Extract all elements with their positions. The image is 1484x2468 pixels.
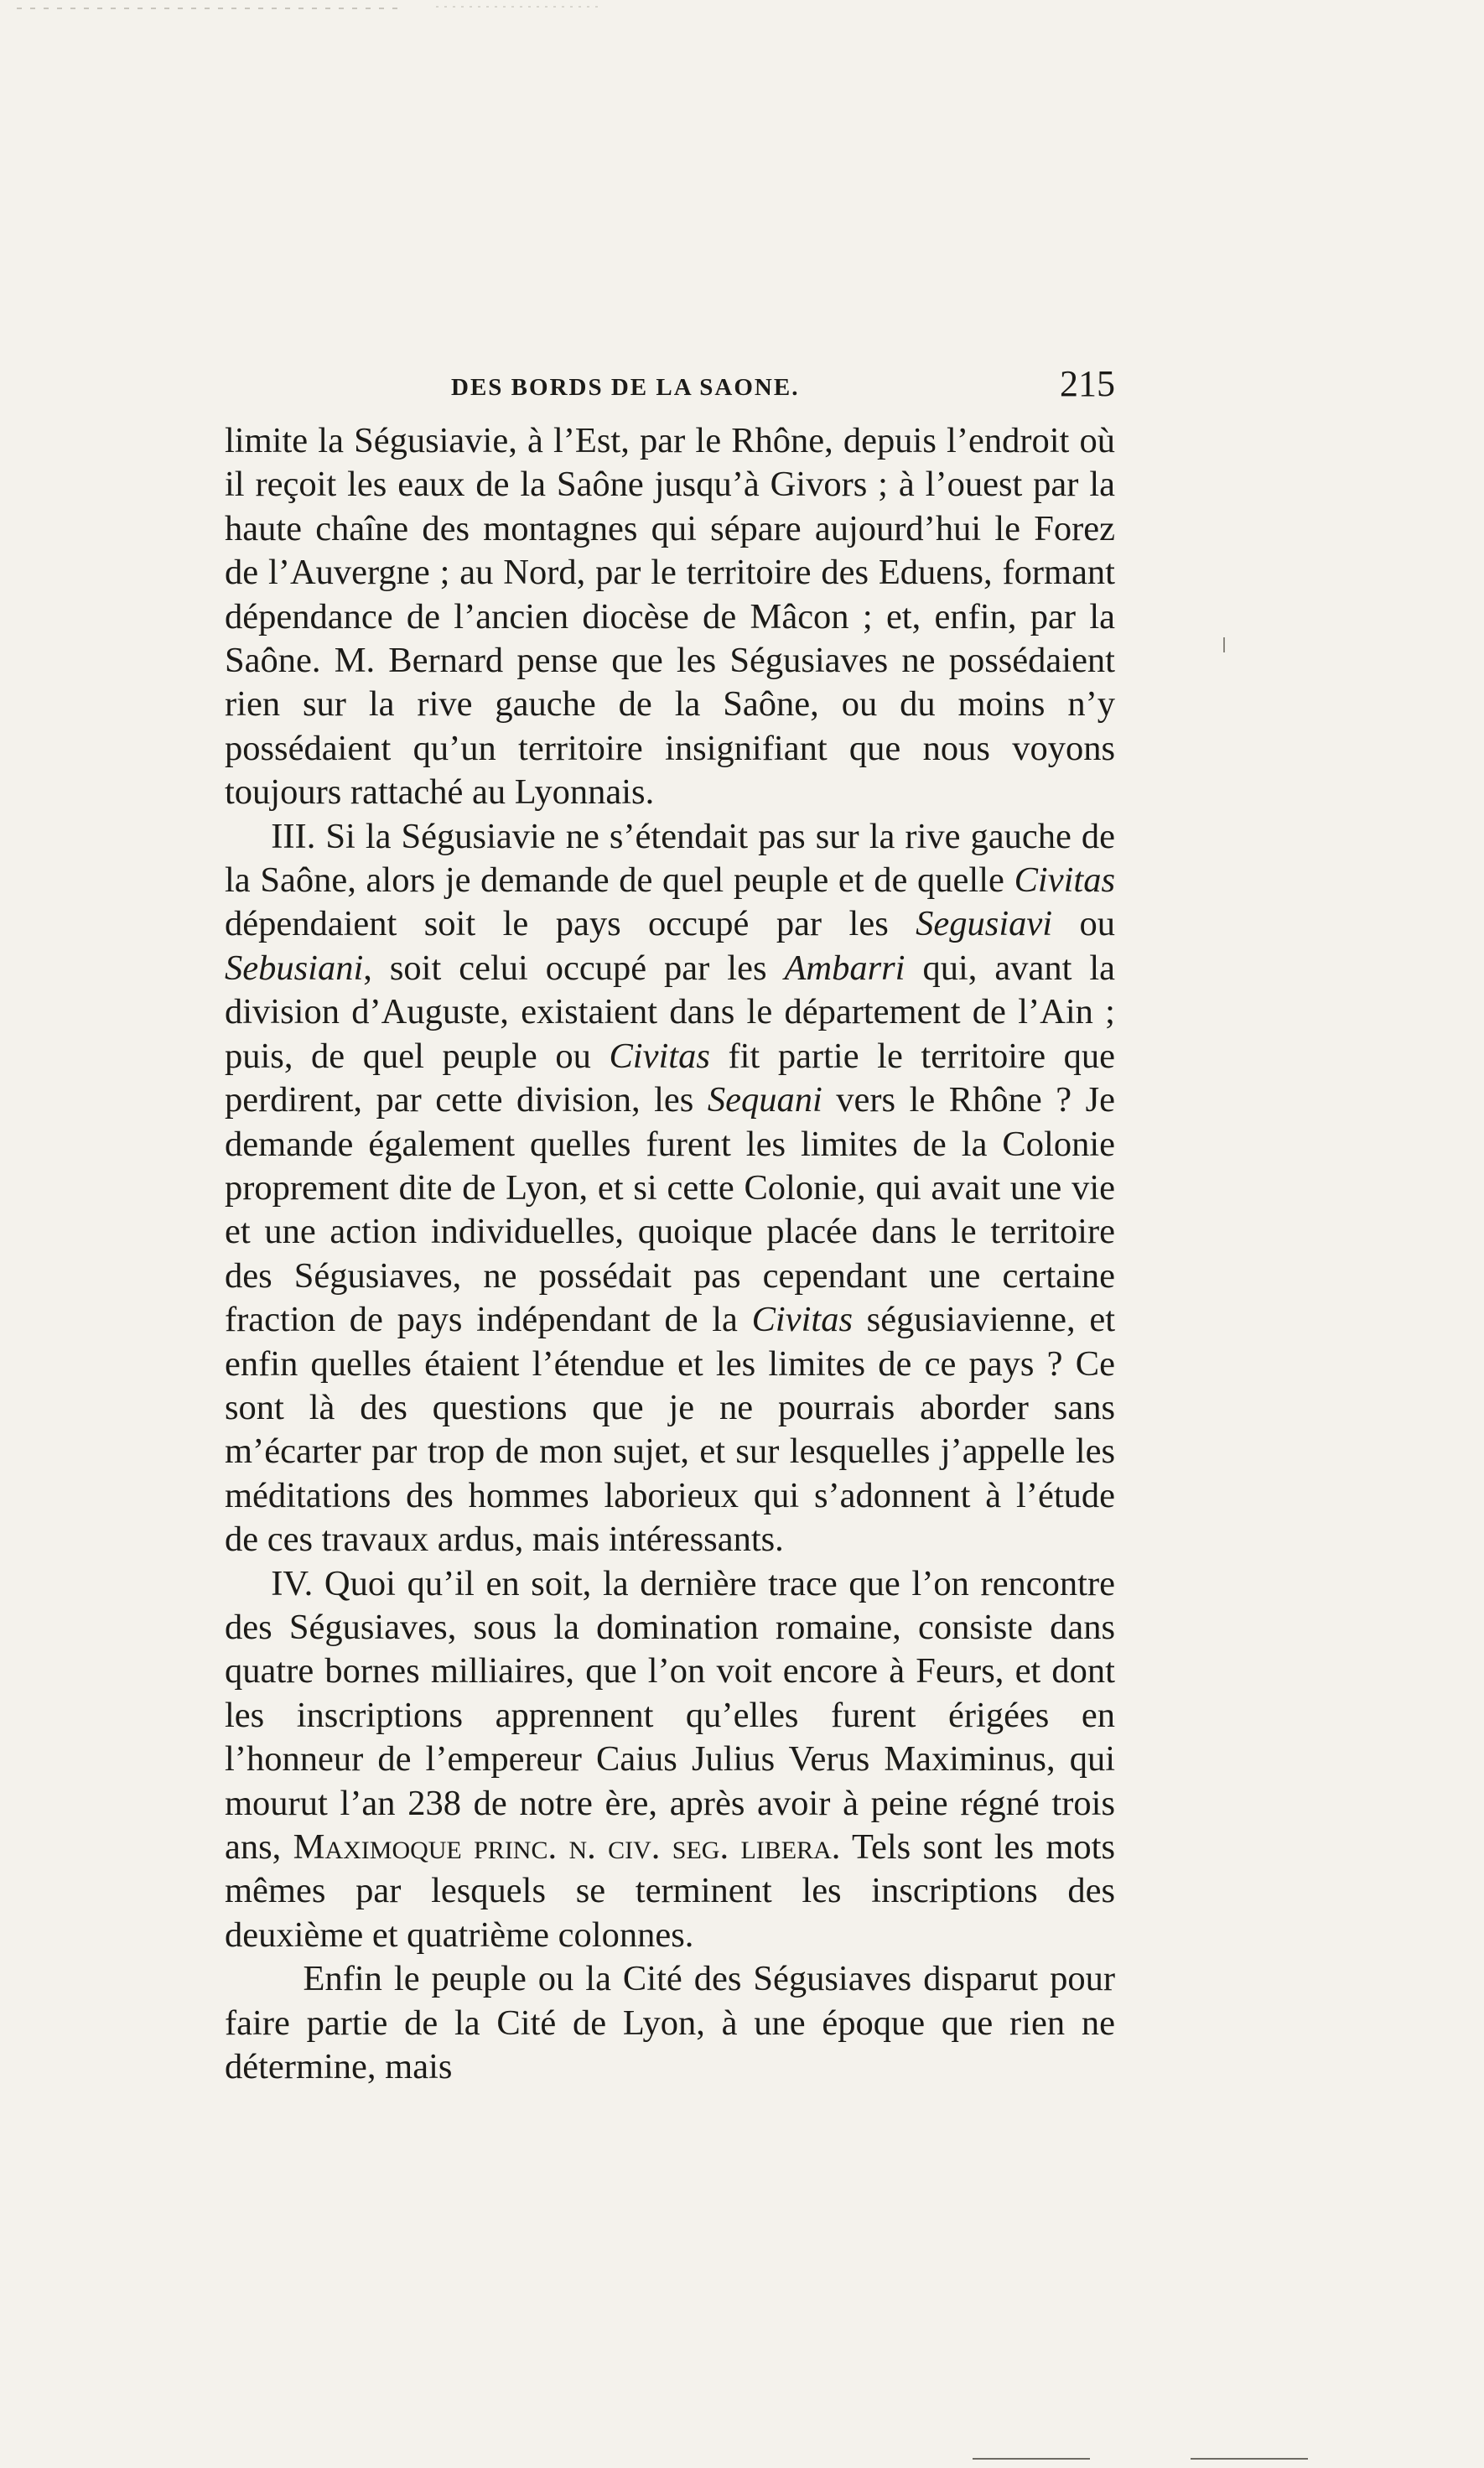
body-text [225, 419, 1115, 2089]
paragraph-section-iv: IV. Quoi qu’il en soit, la dernière trace que l’on rencontre des Ségusiaves, sous la domination romaine, consiste dans quatre bornes milliaires, que l’on voit encore à Feurs, et dont les inscriptions apprennent qu’elles furent érigées en l’honneur de l’empereur Caius Julius Verus Maximinus, qui mourut l’an 238 de notre ère, après avoir à peine régné trois ans, Maximoque princ. n. civ. seg. libera. Tels sont les mots mêmes par lesquels se terminent les inscriptions des deuxième et quatrième colonnes. [225, 1563, 1116, 1955]
page-header [225, 362, 1115, 413]
paragraph-section-iii: III. Si la Ségusiavie ne s’étendait pas sur la rive gauche de la Saône, alors je demande de quel peuple et de quelle Civitas dépendaient soit le pays occupé par les Segusiavi ou Sebusiani, soit celui occupé par les Ambarri qui, avant la division d’Auguste, existaient dans le département de l’Ain ; puis, de quel peuple ou Civitas fit partie le territoire que perdirent, par cette division, les Sequani vers le Rhône ? Je demande également quelles furent les limites de la Colonie proprement dite de Lyon, et si cette Colonie, qui avait une vie et une action individuelles, quoique placée dans le territoire des Ségusiaves, ne possédait pas cependant une certaine fraction de pays indépendant de la Civitas ségusiavienne, et enfin quelles étaient l’étendue et les limites de ce pays ? Ce sont là des questions que je ne pourrais aborder sans m’écarter par trop de mon sujet, et sur lesquelles j’appelle les méditations des hommes laborieux qui s’adonnent à l’étude de ces travaux ardus, mais intéressants. [225, 816, 1116, 1560]
paragraph-1: limite la Ségusiavie, à l’Est, par le Rhône, depuis l’endroit où il reçoit les eaux de la Saône jusqu’à Givors ; à l’ouest par la haute chaîne des montagnes qui sépare aujourd’hui le Forez de l’Auvergne ; au Nord, par le territoire des Eduens, formant dépendance de l’ancien diocèse de Mâcon ; et, enfin, par la Saône. M. Bernard pense que les Ségusiaves ne possédaient rien sur la rive gauche de la Saône, ou du moins n’y possédaient qu’un territoire insignifiant que nous voyons toujours rattaché au Lyonnais. [225, 421, 1115, 813]
page-number: 215 [1060, 363, 1115, 404]
paragraph-final: Enfin le peuple ou la Cité des Ségusiaves disparut pour faire partie de la Cité de Lyon, à une époque que rien ne détermine, mais [225, 1959, 1115, 2087]
running-title: DES BORDS DE LA SAONE. [451, 374, 800, 401]
